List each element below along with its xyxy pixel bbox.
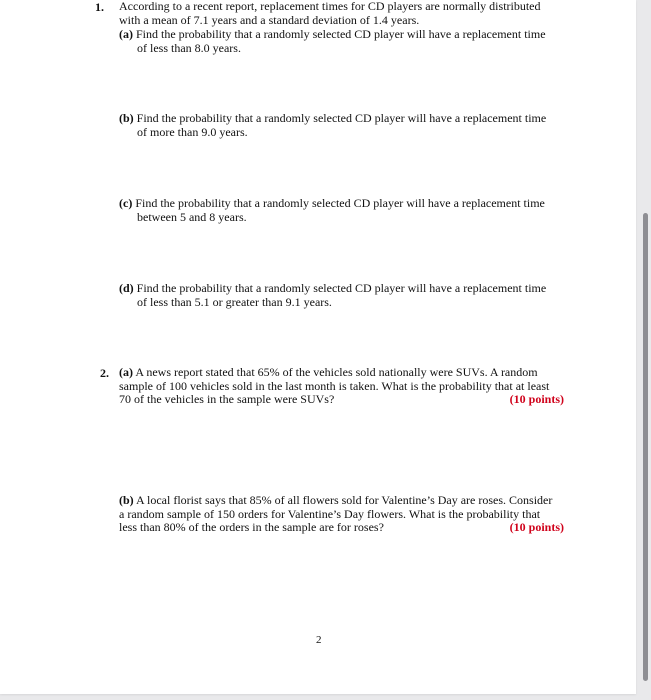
part-text: a random sample of 150 orders for Valentine’s Day flowers. What is the probability that [119,506,541,521]
q2-number: 2. [100,366,109,380]
q1-intro-line: According to a recent report, replacement times for CD players are normally distributed [119,0,541,13]
part-text: of less than 8.0 years. [137,40,241,55]
part-text: A news report stated that 65% of the vehicles sold nationally were SUVs. A random [135,365,538,379]
q2-part-a [119,366,564,407]
q1-intro [119,0,564,27]
points-label: (10 points) [509,520,564,534]
q1-part-a [119,28,564,55]
part-label: (b) [119,493,134,507]
part-text: Find the probability that a randomly selected CD player will have a replacement time [136,27,546,41]
part-text: less than 80% of the orders in the sample are for roses? [119,520,384,534]
part-label: (c) [119,196,133,210]
part-text: between 5 and 8 years. [137,209,247,224]
part-label: (a) [119,365,133,379]
part-text: 70 of the vehicles in the sample were SUVs? [119,392,335,406]
part-label: (a) [119,27,133,41]
part-text: A local florist says that 85% of all flowers sold for Valentine’s Day are roses. Consider [136,493,553,507]
part-text: Find the probability that a randomly selected CD player will have a replacement time [136,111,547,125]
vertical-scrollbar[interactable] [643,213,648,681]
q1-part-d [119,282,564,309]
q1-intro-line: with a mean of 7.1 years and a standard deviation of 1.4 years. [119,12,420,27]
q1-part-c [119,197,564,224]
part-text: sample of 100 vehicles sold in the last month is taken. What is the probability that at least [119,378,550,393]
part-text: Find the probability that a randomly selected CD player will have a replacement time [135,196,545,210]
part-label: (d) [119,281,134,295]
part-text: of less than 5.1 or greater than 9.1 years. [137,294,332,309]
part-label: (b) [119,111,134,125]
page-number: 2 [316,634,322,646]
q1-part-b [119,112,564,139]
part-text: Find the probability that a randomly selected CD player will have a replacement time [136,281,547,295]
points-label: (10 points) [509,392,564,406]
part-text: of more than 9.0 years. [137,124,248,139]
q1-number: 1. [95,0,104,14]
q2-part-b [119,494,564,535]
